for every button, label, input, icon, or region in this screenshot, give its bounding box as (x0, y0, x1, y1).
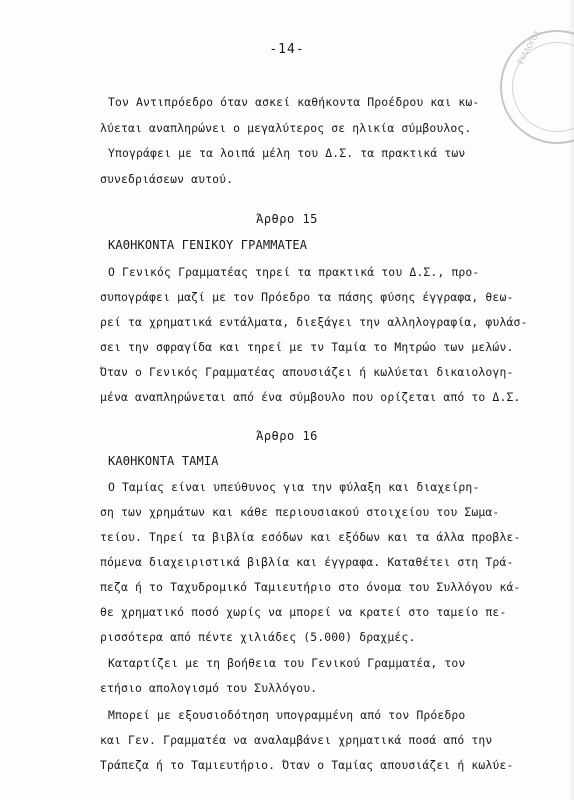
text-line: και Γεν. Γραμματέα να αναλαμβάνει χρηματικά ποσά από την (100, 733, 493, 747)
text-line: Τράπεζα ή το Ταμιευτήριο. Όταν ο Ταμίας απουσιάζει ή κωλύε- (100, 758, 514, 772)
section-heading-treasurer: ΚΑΘΗΚΟΝΤΑ ΤΑΜΙΑ (108, 454, 219, 468)
text-line: Όταν ο Γενικός Γραμματέας απουσιάζει ή κωλύεται δικαιολογη- (100, 365, 514, 379)
text-line: ρεί τα χρηματικά εντάλματα, διεξάγει την αλληλογραφία, φυλάσ- (100, 315, 528, 329)
page-number: -14- (269, 42, 305, 57)
text-line: θε χρηματικό ποσό χωρίς να μπορεί να κρατεί στο ταμείο πε- (100, 605, 507, 619)
text-line: Ο Ταμίας είναι υπεύθυνος για την φύλαξη και διαχείρη- (108, 480, 480, 494)
text-line: τείου. Τηρεί τα βιβλία εσόδων και εξόδων και τα άλλα προβλε- (100, 530, 521, 544)
text-line: Υπογράφει με τα λοιπά μέλη του Δ.Σ. τα πρακτικά των (108, 146, 466, 160)
text-line: πεζα ή το Ταχυδρομικό Ταμιευτήριο στο όνομα του Συλλόγου κά- (100, 580, 521, 594)
text-line: ετήσιο απολογισμό του Συλλόγου. (100, 681, 318, 695)
stamp-seal-text: ΣΥΛΛΟΓΟΣ (516, 29, 542, 66)
text-line: λύεται αναπληρώνει ο μεγαλύτερος σε ηλικία σύμβουλος. (100, 121, 472, 135)
text-line: μένα αναπληρώνεται από ένα σύμβουλο που ορίζεται από το Δ.Σ. (100, 390, 521, 404)
text-line: Τον Αντιπρόεδρο όταν ασκεί καθήκοντα Προέδρου και κω- (108, 95, 480, 109)
text-line: Ο Γενικός Γραμματέας τηρεί τα πρακτικά του Δ.Σ., προ- (108, 265, 480, 279)
text-line: σει την σφραγίδα και τηρεί με τν Ταμία το Μητρώο των μελών. (100, 340, 514, 354)
section-heading-secretary: ΚΑΘΗΚΟΝΤΑ ΓΕΝΙΚΟΥ ΓΡΑΜΜΑΤΕΑ (108, 238, 308, 252)
text-line: πόμενα διαχειριστικά βιβλία και έγγραφα. Καταθέτει στη Τρά- (100, 555, 514, 569)
text-line: συπογράφει μαζί με τον Πρόεδρο τα πάσης φύσης έγγραφα, θεω- (100, 290, 514, 304)
article-heading-15: Άρθρο 15 (256, 212, 318, 226)
text-line: Μπορεί με εξουσιοδότηση υπογραμμένη από τον Πρόεδρο (108, 708, 466, 722)
text-line: Καταρτίζει με τη βοήθεια του Γενικού Γραμματέα, τον (108, 656, 466, 670)
article-heading-16: Άρθρο 16 (256, 429, 318, 443)
text-line: ρισσότερα από πέντε χιλιάδες (5.000) δραχμές. (100, 630, 416, 644)
text-line: ση των χρημάτων και κάθε περιουσιακού στοιχείου του Σωμα- (100, 505, 500, 519)
text-line: συνεδριάσεων αυτού. (100, 172, 234, 186)
